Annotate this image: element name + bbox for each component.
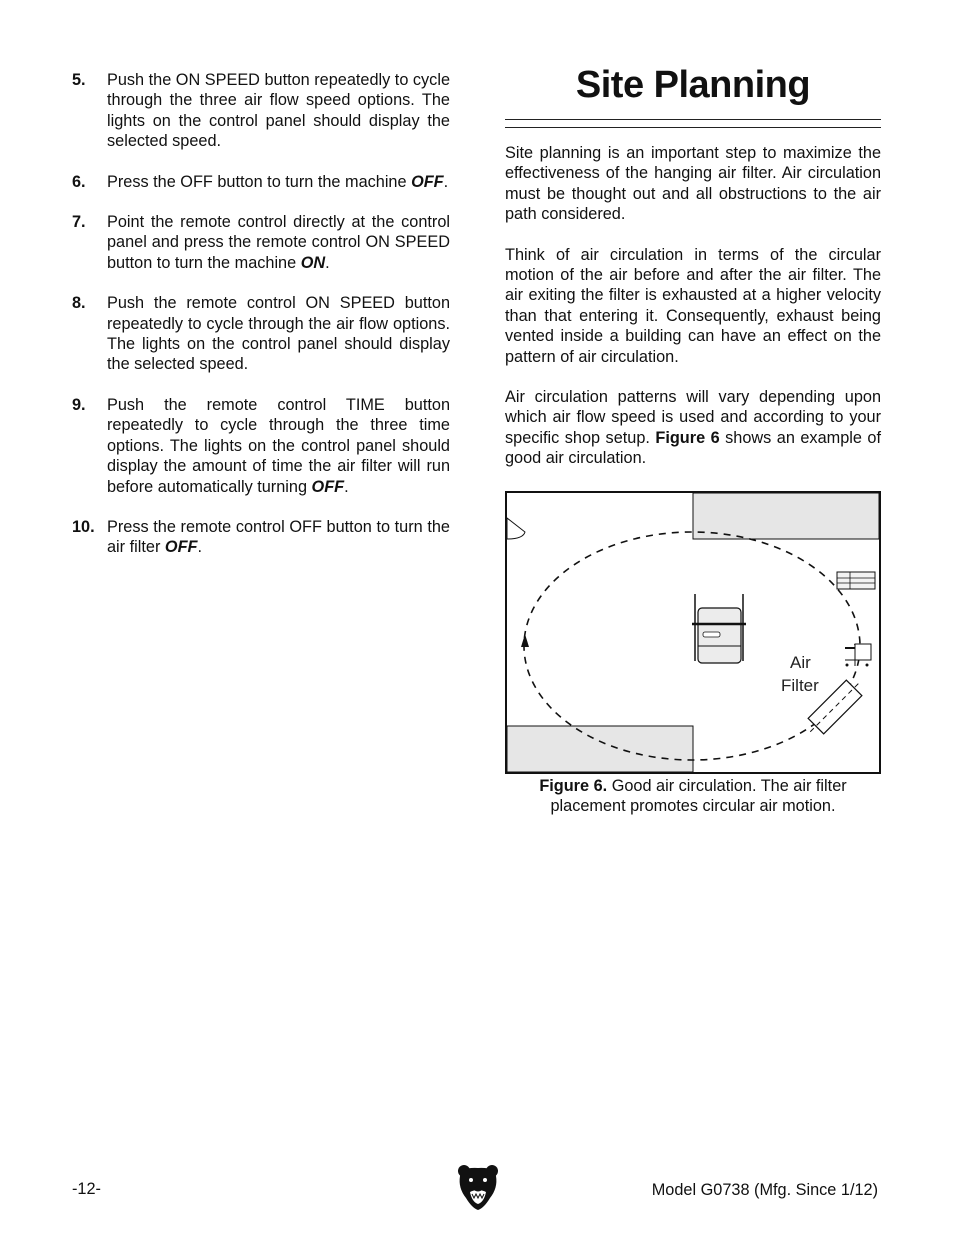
step-item — [72, 395, 450, 497]
figure-caption — [505, 776, 881, 817]
page-number: -12- — [72, 1180, 101, 1198]
air-filter-label: Air — [790, 653, 811, 672]
step-emphasis: OFF — [311, 477, 345, 496]
step-number: 5. — [72, 71, 86, 89]
instruction-steps — [72, 70, 450, 578]
step-text-end: . — [443, 172, 449, 191]
bear-head-icon — [456, 1164, 500, 1212]
workbench-top — [693, 493, 879, 539]
caption-text: Good air circulation. The air filter placement promotes circular air motion. — [550, 777, 847, 816]
workbench-bottom — [507, 726, 693, 772]
step-item — [72, 70, 450, 152]
step-item — [72, 212, 450, 273]
model-info: Model G0738 (Mfg. Since 1/12) — [651, 1181, 878, 1199]
step-emphasis: ON — [300, 253, 326, 272]
paragraph-text: Air circulation patterns will vary depending upon which air flow speed is used and according to your specific shop setup. — [505, 388, 881, 447]
paragraph: Site planning is an important step to maximize the effectiveness of the hanging air filter. Air circulation must be thought out and all obstructions to the air path considered. — [505, 144, 881, 224]
title-divider — [505, 119, 881, 120]
step-number: 6. — [72, 172, 86, 191]
caption-label: Figure 6. — [539, 777, 608, 795]
step-emphasis: OFF — [164, 538, 198, 557]
air-filter-label: Filter — [781, 676, 819, 695]
figure-reference: Figure 6 — [655, 428, 720, 447]
step-number: 9. — [72, 395, 86, 414]
air-circulation-diagram — [505, 491, 881, 774]
step-number: 8. — [72, 294, 86, 313]
step-text: Point the remote control directly at the control panel and press the remote control ON SPEED button to turn the machine — [107, 213, 450, 272]
paragraph — [505, 387, 881, 469]
step-item — [72, 293, 450, 375]
step-text: Press the OFF button to turn the machine — [107, 172, 412, 191]
step-text: Push the ON SPEED button repeatedly to cycle through the three air flow speed options. The lights on the control panel should display the selected speed. — [107, 71, 450, 151]
step-text: Push the remote control TIME button repeatedly to cycle through the three time options. The lights on the control panel should display the amount of time the air filter will run before automatically turning — [107, 395, 450, 496]
section-title: Site Planning — [575, 64, 811, 106]
section-body — [505, 143, 881, 489]
step-item — [72, 172, 450, 192]
step-number: 7. — [72, 213, 86, 232]
step-text: Push the remote control ON SPEED button repeatedly to cycle through the air flow options. The lights on the control panel should display the selected speed. — [107, 294, 450, 374]
step-text-end: . — [344, 477, 349, 496]
paragraph-text-end: shows an example of good air circulation. — [505, 428, 881, 468]
step-emphasis: OFF — [411, 172, 444, 191]
wall-machine-top — [837, 572, 875, 589]
step-text-end: . — [197, 538, 202, 557]
title-divider — [505, 127, 881, 128]
step-text-end: . — [325, 253, 330, 272]
paragraph: Think of air circulation in terms of the circular motion of the air before and after the air filter. The air exiting the filter is exhausted at a higher velocity than that entering it. Consequently, exhaust being vented inside a building can have an effect on the pattern of air circulation. — [505, 245, 881, 366]
step-number: 10. — [72, 517, 95, 536]
step-text: Press the remote control OFF button to turn the air filter — [107, 517, 450, 557]
step-item — [72, 517, 450, 558]
